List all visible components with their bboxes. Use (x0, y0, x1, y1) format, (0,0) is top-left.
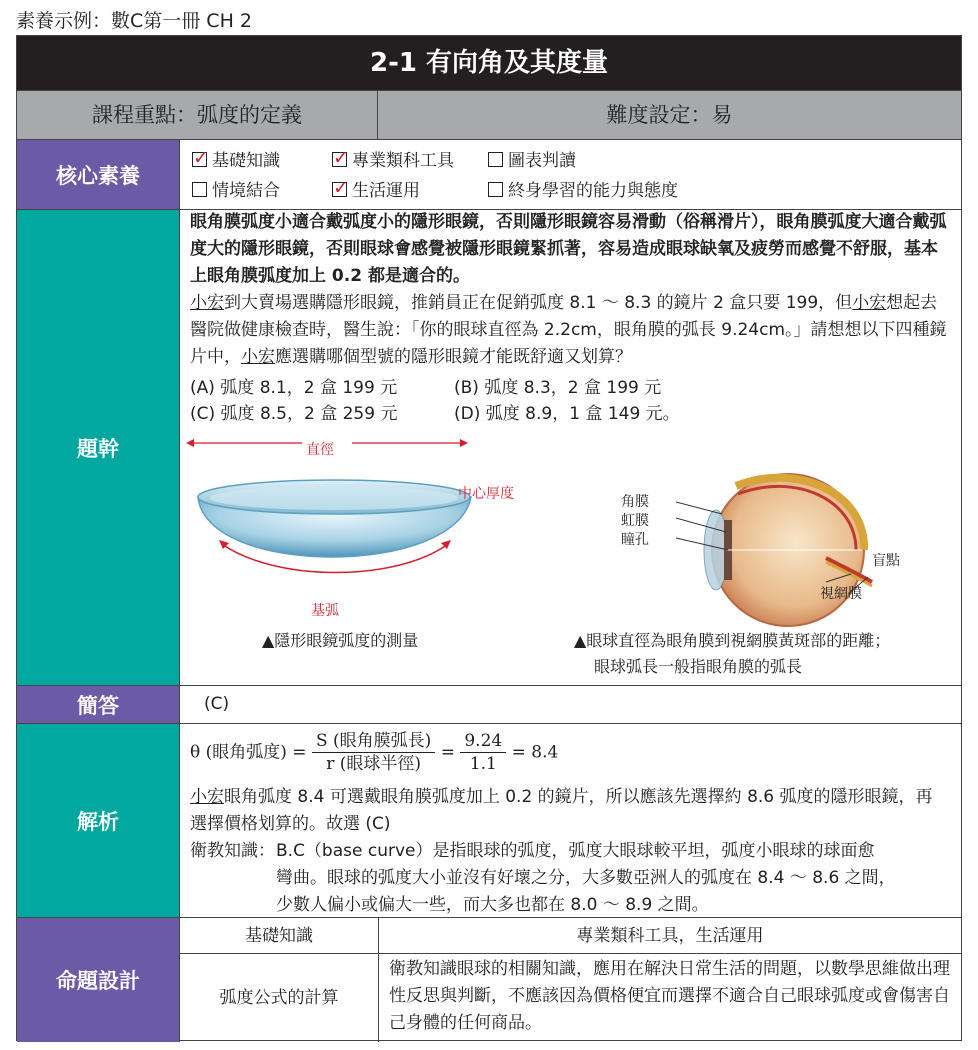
retina-label: 視網膜 (820, 586, 862, 602)
question-label: 題幹 (17, 210, 179, 686)
core-literacy-label: 核心素養 (17, 140, 179, 210)
analysis-paragraph: 小宏眼角弧度 8.4 可選戴眼角膜弧度加上 0.2 的鏡片，所以應該先選擇約 8.6 弧度的隱形眼鏡，再選擇價格划算的。故選 (C) (190, 787, 933, 834)
checkbox-empty-icon (192, 182, 207, 197)
radian-formula: θ (眼角弧度) = $\frac{\text{S (眼角膜弧長)}}{\text{r (眼球半徑)}}$ = $\frac{9.24}{1.1}$ = 8.4 (190, 731, 559, 774)
option-d: (D) 弧度 8.9，1 盒 149 元。 (454, 404, 680, 424)
core-item-context: 情境結合 (192, 177, 280, 205)
course-focus: 課程重點：弧度的定義 (92, 103, 302, 127)
core-item-lifelong: 終身學習的能力與態度 (488, 177, 678, 205)
checkbox-empty-icon (488, 152, 503, 167)
checkbox-empty-icon (488, 182, 503, 197)
answer-label: 簡答 (17, 686, 179, 724)
health-knowledge-text: B.C（base curve）是指眼球的弧度，弧度大眼球較平坦，弧度小眼球的球面愈 彎曲。眼球的弧度大小並沒有好壞之分，大多數亞洲人的弧度在 8.4 ～ 8.6 之間， 少數人偏小或偏大一些，而大多也都在 8.0 ～ 8.9 之間。 (276, 841, 896, 915)
base-curve-label: 基弧 (311, 603, 339, 619)
contact-lens-figure (186, 432, 546, 612)
core-literacy-options (179, 140, 961, 210)
lesson-sheet (16, 35, 962, 1041)
answer-text: (C) (179, 686, 961, 724)
core-item-life: ✓ 生活運用 (332, 177, 420, 205)
core-item-chart: 圖表判讀 (488, 147, 576, 175)
question-bold-paragraph: 眼角膜弧度小適合戴弧度小的隱形眼鏡，否則隱形眼鏡容易滑動（俗稱滑片），眼角膜弧度大適合戴弧度大的隱形眼鏡，否則眼球會感覺被隱形眼鏡緊抓著，容易造成眼球缺氧及疲勞而感覺不舒服，基本上眼角膜弧度加上 0.2 都是適合的。 (190, 212, 947, 286)
eyeball-figure (676, 472, 876, 640)
iris-label: 虹膜 (621, 513, 649, 529)
design-table (179, 918, 961, 1042)
design-cell-basic: 弧度公式的計算 (219, 988, 339, 1008)
eye-caption-line2: 眼球弧長一般指眼角膜的弧長 (594, 657, 803, 676)
health-knowledge-label: 衛教知識： (190, 841, 275, 861)
pupil-label: 瞳孔 (621, 532, 649, 548)
analysis-label: 解析 (17, 724, 179, 918)
question-body (179, 210, 961, 686)
diameter-label: 直徑 (306, 442, 334, 458)
design-label: 命題設計 (17, 918, 179, 1042)
design-header-tools: 專業類科工具，生活運用 (378, 918, 961, 954)
option-c: (C) 弧度 8.5，2 盒 259 元 (190, 404, 398, 424)
design-cell-tools: 衛教知識眼球的相關知識，應用在解決日常生活的問題，以數學思維做出理性反思與判斷，不應該因為價格便宜而選擇不適合自己眼球弧度或會傷害自己身體的任何商品。 (378, 954, 961, 1042)
lesson-title: 2-1 有向角及其度量 (17, 36, 961, 90)
eye-caption-line1: ▲眼球直徑為眼角膜到視網膜黃斑部的距離； (574, 631, 891, 650)
page-top-label: 素養示例：數C第一冊 CH 2 (16, 10, 252, 32)
center-thickness-label: 中心厚度 (458, 486, 514, 502)
lens-caption: ▲隱形眼鏡弧度的測量 (262, 631, 419, 650)
checkbox-checked-icon (332, 152, 347, 167)
cornea-label: 角膜 (621, 494, 649, 510)
core-item-professional: ✓ 專業類科工具 (332, 147, 454, 175)
question-paragraph: 小宏到大賣場選購隱形眼鏡，推銷員正在促銷弧度 8.1 ～ 8.3 的鏡片 2 盒只要 199，但小宏想起去醫院做健康檢查時，醫生說：「你的眼球直徑為 2.2cm，眼角膜的弧長 9.24cm。」請想想以下四種鏡片中，小宏應選購哪個型號的隱形眼鏡才能既舒適又划算？ (190, 293, 947, 367)
option-a: (A) 弧度 8.1，2 盒 199 元 (190, 378, 398, 398)
design-header-basic: 基礎知識 (180, 918, 378, 954)
checkbox-checked-icon (192, 152, 207, 167)
option-b: (B) 弧度 8.3，2 盒 199 元 (454, 378, 662, 398)
blind-spot-label: 盲點 (872, 553, 900, 569)
core-item-basic: ✓基礎知識 (192, 147, 280, 175)
checkbox-checked-icon (332, 182, 347, 197)
difficulty-setting: 難度設定：易 (377, 91, 961, 139)
focus-row (17, 90, 961, 140)
analysis-body (179, 724, 961, 918)
